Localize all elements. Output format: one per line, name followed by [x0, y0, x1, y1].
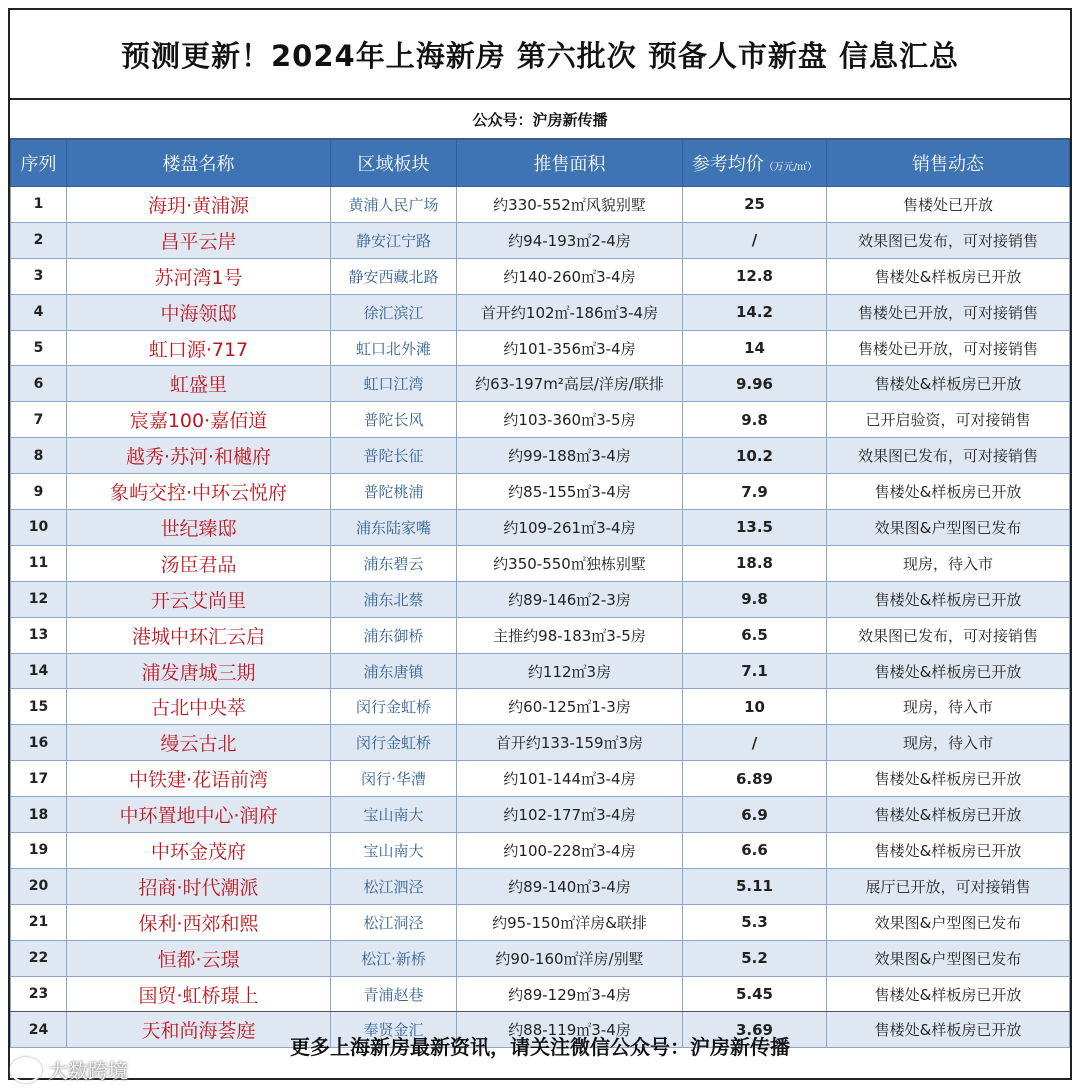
table-row: [11, 904, 1070, 940]
avg-price-cell: 25: [683, 187, 827, 223]
project-name-cell: 虹盛里: [67, 366, 331, 402]
listing-table: [10, 139, 1070, 1048]
avg-price-cell: /: [683, 222, 827, 258]
page-subtitle: 公众号：沪房新传播: [10, 100, 1070, 139]
avg-price-cell: 14: [683, 330, 827, 366]
table-row: [11, 833, 1070, 869]
unit-size-cell: 主推约98-183㎡3-5房: [457, 617, 683, 653]
table-row: [11, 474, 1070, 510]
row-index-cell: 17: [11, 761, 67, 797]
district-cell: 虹口北外滩: [331, 330, 457, 366]
row-index-cell: 20: [11, 868, 67, 904]
avg-price-cell: 18.8: [683, 545, 827, 581]
row-index-cell: 9: [11, 474, 67, 510]
unit-size-cell: 约89-140㎡3-4房: [457, 868, 683, 904]
avg-price-cell: /: [683, 725, 827, 761]
unit-size-cell: 约90-160㎡洋房/别墅: [457, 940, 683, 976]
sales-status-cell: 效果图&户型图已发布: [827, 904, 1070, 940]
unit-size-cell: 首开约102㎡-186㎡3-4房: [457, 294, 683, 330]
row-index-cell: 12: [11, 581, 67, 617]
table-row: [11, 402, 1070, 438]
avg-price-cell: 9.8: [683, 402, 827, 438]
unit-size-cell: 约140-260㎡3-4房: [457, 258, 683, 294]
row-index-cell: 1: [11, 187, 67, 223]
district-cell: 普陀长风: [331, 402, 457, 438]
unit-size-cell: 约109-261㎡3-4房: [457, 510, 683, 546]
unit-size-cell: 约103-360㎡3-5房: [457, 402, 683, 438]
table-row: [11, 438, 1070, 474]
table-row: [11, 689, 1070, 725]
row-index-cell: 15: [11, 689, 67, 725]
sales-status-cell: 效果图已发布，可对接销售: [827, 438, 1070, 474]
sales-status-cell: 现房，待入市: [827, 725, 1070, 761]
project-name-cell: 天和尚海荟庭: [67, 1012, 331, 1048]
district-cell: 浦东御桥: [331, 617, 457, 653]
district-cell: 普陀桃浦: [331, 474, 457, 510]
district-cell: 虹口江湾: [331, 366, 457, 402]
project-name-cell: 开云艾尚里: [67, 581, 331, 617]
project-name-cell: 中海领邸: [67, 294, 331, 330]
district-cell: 松江·新桥: [331, 940, 457, 976]
sales-status-cell: 展厅已开放，可对接销售: [827, 868, 1070, 904]
table-row: [11, 581, 1070, 617]
district-cell: 松江洞泾: [331, 904, 457, 940]
district-cell: 黄浦人民广场: [331, 187, 457, 223]
unit-size-cell: 约94-193㎡2-4房: [457, 222, 683, 258]
district-cell: 浦东碧云: [331, 545, 457, 581]
project-name-cell: 中环置地中心·润府: [67, 797, 331, 833]
unit-size-cell: 约95-150㎡洋房&联排: [457, 904, 683, 940]
sales-status-cell: 售楼处&样板房已开放: [827, 833, 1070, 869]
row-index-cell: 13: [11, 617, 67, 653]
table-row: [11, 222, 1070, 258]
sales-status-cell: 售楼处&样板房已开放: [827, 474, 1070, 510]
header-name: 楼盘名称: [67, 140, 331, 187]
avg-price-cell: 7.1: [683, 653, 827, 689]
info-sheet: [8, 8, 1072, 1080]
header-idx: 序列: [11, 140, 67, 187]
row-index-cell: 4: [11, 294, 67, 330]
table-row: [11, 294, 1070, 330]
table-row: [11, 258, 1070, 294]
sales-status-cell: 效果图&户型图已发布: [827, 510, 1070, 546]
project-name-cell: 中环金茂府: [67, 833, 331, 869]
avg-price-cell: 14.2: [683, 294, 827, 330]
avg-price-cell: 6.5: [683, 617, 827, 653]
sales-status-cell: 售楼处&样板房已开放: [827, 581, 1070, 617]
header-status: 销售动态: [827, 140, 1070, 187]
sales-status-cell: 售楼处&样板房已开放: [827, 797, 1070, 833]
sales-status-cell: 效果图&户型图已发布: [827, 940, 1070, 976]
table-row: [11, 366, 1070, 402]
avg-price-cell: 6.89: [683, 761, 827, 797]
project-name-cell: 中铁建·花语前湾: [67, 761, 331, 797]
project-name-cell: 浦发唐城三期: [67, 653, 331, 689]
avg-price-cell: 9.96: [683, 366, 827, 402]
row-index-cell: 16: [11, 725, 67, 761]
avg-price-cell: 7.9: [683, 474, 827, 510]
district-cell: 浦东陆家嘴: [331, 510, 457, 546]
header-size: 推售面积: [457, 140, 683, 187]
sales-status-cell: 售楼处&样板房已开放: [827, 976, 1070, 1012]
row-index-cell: 6: [11, 366, 67, 402]
table-row: [11, 510, 1070, 546]
avg-price-cell: 6.6: [683, 833, 827, 869]
row-index-cell: 18: [11, 797, 67, 833]
sales-status-cell: 效果图已发布，可对接销售: [827, 617, 1070, 653]
row-index-cell: 3: [11, 258, 67, 294]
sales-status-cell: 现房，待入市: [827, 545, 1070, 581]
table-row: [11, 940, 1070, 976]
watermark: [10, 1055, 128, 1084]
avg-price-cell: 13.5: [683, 510, 827, 546]
sales-status-cell: 售楼处&样板房已开放: [827, 258, 1070, 294]
table-row: [11, 545, 1070, 581]
project-name-cell: 保利·西郊和熙: [67, 904, 331, 940]
table-row: [11, 797, 1070, 833]
avg-price-cell: 5.11: [683, 868, 827, 904]
table-row: [11, 761, 1070, 797]
table-row: [11, 653, 1070, 689]
unit-size-cell: 约102-177㎡3-4房: [457, 797, 683, 833]
avg-price-cell: 10.2: [683, 438, 827, 474]
project-name-cell: 国贸·虹桥璟上: [67, 976, 331, 1012]
project-name-cell: 缦云古北: [67, 725, 331, 761]
table-body: [11, 187, 1070, 1048]
unit-size-cell: 约101-144㎡3-4房: [457, 761, 683, 797]
unit-size-cell: 约63-197m²高层/洋房/联排: [457, 366, 683, 402]
row-index-cell: 24: [11, 1012, 67, 1048]
district-cell: 浦东唐镇: [331, 653, 457, 689]
row-index-cell: 7: [11, 402, 67, 438]
avg-price-cell: 9.8: [683, 581, 827, 617]
avg-price-cell: 5.45: [683, 976, 827, 1012]
district-cell: 松江泗泾: [331, 868, 457, 904]
table-row: [11, 330, 1070, 366]
district-cell: 宝山南大: [331, 797, 457, 833]
unit-size-cell: 约89-129㎡3-4房: [457, 976, 683, 1012]
unit-size-cell: 约99-188㎡3-4房: [457, 438, 683, 474]
footer-note: 更多上海新房最新资讯，请关注微信公众号：沪房新传播: [10, 1011, 1070, 1078]
header-price: [683, 140, 827, 187]
table-row: [11, 617, 1070, 653]
row-index-cell: 19: [11, 833, 67, 869]
project-name-cell: 海玥·黄浦源: [67, 187, 331, 223]
unit-size-cell: 约88-119㎡3-4房: [457, 1012, 683, 1048]
avg-price-cell: 6.9: [683, 797, 827, 833]
table-header: [11, 140, 1070, 187]
watermark-logo-icon: [10, 1057, 42, 1083]
unit-size-cell: 约112㎡3房: [457, 653, 683, 689]
project-name-cell: 越秀·苏河·和樾府: [67, 438, 331, 474]
table-row: [11, 187, 1070, 223]
sales-status-cell: 售楼处&样板房已开放: [827, 366, 1070, 402]
district-cell: 闵行金虹桥: [331, 725, 457, 761]
header-price-unit: （万元/㎡）: [763, 162, 818, 173]
row-index-cell: 2: [11, 222, 67, 258]
project-name-cell: 招商·时代潮派: [67, 868, 331, 904]
unit-size-cell: 首开约133-159㎡3房: [457, 725, 683, 761]
unit-size-cell: 约350-550㎡独栋别墅: [457, 545, 683, 581]
table-row: [11, 868, 1070, 904]
sales-status-cell: 售楼处已开放，可对接销售: [827, 330, 1070, 366]
row-index-cell: 21: [11, 904, 67, 940]
district-cell: 闵行·华漕: [331, 761, 457, 797]
unit-size-cell: 约100-228㎡3-4房: [457, 833, 683, 869]
header-price-label: 参考均价: [691, 154, 764, 175]
district-cell: 宝山南大: [331, 833, 457, 869]
sales-status-cell: 已开启验资，可对接销售: [827, 402, 1070, 438]
row-index-cell: 10: [11, 510, 67, 546]
row-index-cell: 11: [11, 545, 67, 581]
project-name-cell: 古北中央萃: [67, 689, 331, 725]
district-cell: 奉贤金汇: [331, 1012, 457, 1048]
district-cell: 青浦赵巷: [331, 976, 457, 1012]
watermark-text: 大数跨境: [48, 1059, 128, 1083]
district-cell: 徐汇滨江: [331, 294, 457, 330]
page-title: 预测更新！2024年上海新房 第六批次 预备人市新盘 信息汇总: [10, 10, 1070, 100]
sales-status-cell: 现房，待入市: [827, 689, 1070, 725]
project-name-cell: 昌平云岸: [67, 222, 331, 258]
row-index-cell: 8: [11, 438, 67, 474]
district-cell: 普陀长征: [331, 438, 457, 474]
project-name-cell: 汤臣君品: [67, 545, 331, 581]
sales-status-cell: 售楼处&样板房已开放: [827, 761, 1070, 797]
row-index-cell: 5: [11, 330, 67, 366]
unit-size-cell: 约101-356㎡3-4房: [457, 330, 683, 366]
district-cell: 静安江宁路: [331, 222, 457, 258]
district-cell: 闵行金虹桥: [331, 689, 457, 725]
project-name-cell: 象屿交控·中环云悦府: [67, 474, 331, 510]
avg-price-cell: 3.69: [683, 1012, 827, 1048]
table-row: [11, 725, 1070, 761]
district-cell: 静安西藏北路: [331, 258, 457, 294]
project-name-cell: 港城中环汇云启: [67, 617, 331, 653]
district-cell: 浦东北蔡: [331, 581, 457, 617]
project-name-cell: 苏河湾1号: [67, 258, 331, 294]
project-name-cell: 虹口源·717: [67, 330, 331, 366]
row-index-cell: 23: [11, 976, 67, 1012]
project-name-cell: 宸嘉100·嘉佰道: [67, 402, 331, 438]
unit-size-cell: 约330-552㎡风貌别墅: [457, 187, 683, 223]
unit-size-cell: 约89-146㎡2-3房: [457, 581, 683, 617]
sales-status-cell: 售楼处&样板房已开放: [827, 1012, 1070, 1048]
sales-status-cell: 效果图已发布，可对接销售: [827, 222, 1070, 258]
row-index-cell: 22: [11, 940, 67, 976]
avg-price-cell: 5.2: [683, 940, 827, 976]
header-area: 区域板块: [331, 140, 457, 187]
avg-price-cell: 12.8: [683, 258, 827, 294]
row-index-cell: 14: [11, 653, 67, 689]
table-row: [11, 976, 1070, 1012]
avg-price-cell: 5.3: [683, 904, 827, 940]
unit-size-cell: 约60-125㎡1-3房: [457, 689, 683, 725]
sales-status-cell: 售楼处&样板房已开放: [827, 653, 1070, 689]
avg-price-cell: 10: [683, 689, 827, 725]
project-name-cell: 恒都·云璟: [67, 940, 331, 976]
project-name-cell: 世纪臻邸: [67, 510, 331, 546]
sales-status-cell: 售楼处已开放: [827, 187, 1070, 223]
sales-status-cell: 售楼处已开放，可对接销售: [827, 294, 1070, 330]
unit-size-cell: 约85-155㎡3-4房: [457, 474, 683, 510]
